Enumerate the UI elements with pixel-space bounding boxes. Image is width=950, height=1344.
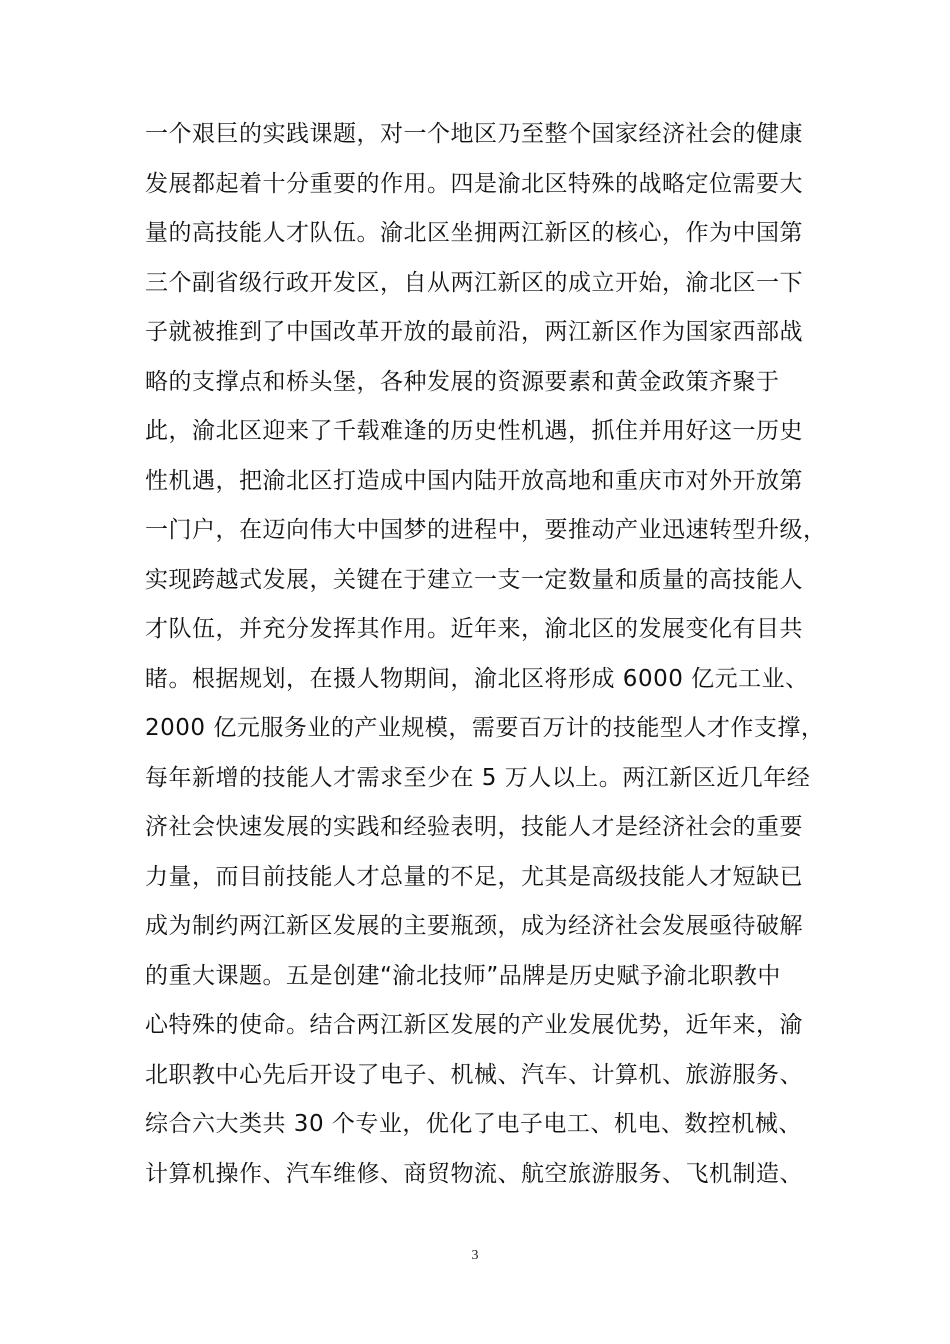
text-line: 一门户，在迈向伟大中国梦的进程中，要推动产业迅速转型升级， [145, 517, 827, 543]
text-line: 的重大课题。五是创建“渝北技师”品牌是历史赋予渝北职教中 [145, 962, 781, 989]
text-line: 每年新增的技能人才需求至少在 5 万人以上。两江新区近几年经 [145, 764, 811, 791]
text-line: 综合六大类共 30 个专业，优化了电子电工、机电、数控机械、 [145, 1111, 802, 1137]
text-line: 济社会快速发展的实践和经验表明，技能人才是经济社会的重要 [145, 814, 803, 840]
text-line: 性机遇，把渝北区打造成中国内陆开放高地和重庆市对外开放第 [145, 467, 803, 494]
text-line: 心特殊的使命。结合两江新区发展的产业发展优势，近年来，渝 [145, 1012, 803, 1038]
text-line: 发展都起着十分重要的作用。四是渝北区特殊的战略定位需要大 [145, 170, 803, 197]
page-number: 3 [471, 1248, 479, 1263]
text-line: 才队伍，并充分发挥其作用。近年来，渝北区的发展变化有目共 [145, 616, 803, 642]
body-text [145, 110, 827, 1199]
text-line: 实现跨越式发展，关键在于建立一支一定数量和质量的高技能人 [145, 566, 803, 593]
text-line: 2000 亿元服务业的产业规模，需要百万计的技能型人才作支撑， [145, 715, 825, 741]
text-line: 成为制约两江新区发展的主要瓶颈，成为经济社会发展亟待破解 [145, 913, 803, 939]
text-line: 此，渝北区迎来了千载难逢的历史性机遇，抓住并用好这一历史 [145, 418, 803, 444]
text-line: 力量，而目前技能人才总量的不足，尤其是高级技能人才短缺已 [145, 863, 803, 890]
text-line: 三个副省级行政开发区，自从两江新区的成立开始，渝北区一下 [145, 269, 803, 296]
text-line: 计算机操作、汽车维修、商贸物流、航空旅游服务、飞机制造、 [145, 1160, 803, 1187]
text-line: 一个艰巨的实践课题，对一个地区乃至整个国家经济社会的健康 [145, 121, 803, 147]
text-line: 量的高技能人才队伍。渝北区坐拥两江新区的核心，作为中国第 [145, 220, 803, 246]
text-line: 睹。根据规划，在摄人物期间，渝北区将形成 6000 亿元工业、 [145, 665, 809, 692]
text-line: 北职教中心先后开设了电子、机械、汽车、计算机、旅游服务、 [145, 1061, 803, 1088]
text-line: 子就被推到了中国改革开放的最前沿，两江新区作为国家西部战 [145, 319, 803, 345]
text-line: 略的支撑点和桥头堡，各种发展的资源要素和黄金政策齐聚于 [145, 368, 780, 395]
